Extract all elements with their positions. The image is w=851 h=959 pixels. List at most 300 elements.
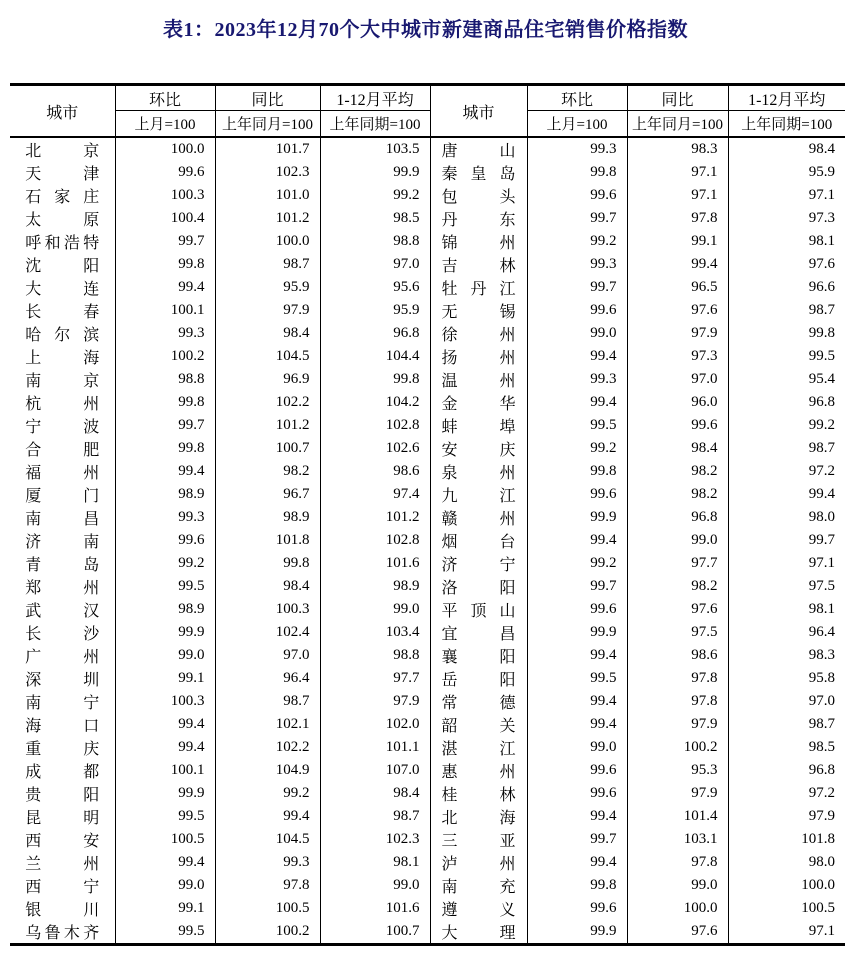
yoy-value-left: 101.8 — [215, 529, 320, 552]
yoy-value-right: 97.3 — [627, 345, 728, 368]
yoy-value-right: 97.6 — [627, 920, 728, 945]
yoy-value-left: 100.5 — [215, 897, 320, 920]
city-name-right: 北海 — [441, 810, 516, 827]
city-cell-right — [430, 207, 527, 230]
yoy-value-left: 98.2 — [215, 460, 320, 483]
table-row — [10, 552, 845, 575]
city-cell-right — [430, 529, 527, 552]
city-name-right: 遵义 — [441, 902, 516, 919]
city-name-right: 包头 — [441, 189, 516, 206]
avg-value-left: 97.7 — [320, 667, 430, 690]
city-cell-right — [430, 667, 527, 690]
table-row — [10, 161, 845, 184]
mom-value-left: 99.6 — [115, 161, 215, 184]
avg-value-left: 99.2 — [320, 184, 430, 207]
city-name-left: 天津 — [25, 166, 100, 183]
city-cell-right — [430, 759, 527, 782]
city-name-right: 济宁 — [441, 557, 516, 574]
yoy-value-right: 99.0 — [627, 529, 728, 552]
mom-value-left: 100.1 — [115, 299, 215, 322]
city-name-left: 长春 — [25, 304, 100, 321]
city-cell-right — [430, 713, 527, 736]
mom-value-left: 99.8 — [115, 437, 215, 460]
mom-value-left: 100.3 — [115, 184, 215, 207]
mom-value-left: 100.2 — [115, 345, 215, 368]
table-row — [10, 391, 845, 414]
table-row — [10, 897, 845, 920]
city-cell-left — [10, 759, 115, 782]
yoy-value-right: 100.2 — [627, 736, 728, 759]
mom-value-right: 99.3 — [527, 368, 627, 391]
avg-value-left: 102.8 — [320, 414, 430, 437]
mom-value-right: 99.3 — [527, 137, 627, 161]
city-name-left: 长沙 — [25, 626, 100, 643]
yoy-value-left: 98.4 — [215, 322, 320, 345]
city-cell-left — [10, 644, 115, 667]
city-name-left: 兰州 — [25, 856, 100, 873]
city-name-left: 成都 — [25, 764, 100, 781]
avg-value-right: 99.4 — [728, 483, 845, 506]
mom-value-left: 99.4 — [115, 736, 215, 759]
mom-value-right: 99.8 — [527, 460, 627, 483]
city-cell-right — [430, 736, 527, 759]
yoy-value-right: 98.6 — [627, 644, 728, 667]
city-cell-right — [430, 230, 527, 253]
yoy-value-left: 100.2 — [215, 920, 320, 945]
city-name-right: 温州 — [441, 373, 516, 390]
yoy-value-left: 101.7 — [215, 137, 320, 161]
table-row — [10, 253, 845, 276]
yoy-value-right: 98.3 — [627, 137, 728, 161]
city-cell-left — [10, 621, 115, 644]
avg-value-right: 97.1 — [728, 184, 845, 207]
table-row — [10, 137, 845, 161]
avg-value-left: 98.8 — [320, 230, 430, 253]
city-name-right: 烟台 — [441, 534, 516, 551]
yoy-value-left: 99.2 — [215, 782, 320, 805]
mom-value-right: 99.2 — [527, 230, 627, 253]
yoy-value-right: 97.6 — [627, 598, 728, 621]
avg-value-left: 97.0 — [320, 253, 430, 276]
avg-value-right: 99.5 — [728, 345, 845, 368]
city-cell-right — [430, 299, 527, 322]
city-name-left: 哈尔滨 — [25, 327, 100, 344]
city-cell-right — [430, 460, 527, 483]
mom-value-right: 99.7 — [527, 276, 627, 299]
city-name-left: 青岛 — [25, 557, 100, 574]
mom-value-right: 99.4 — [527, 345, 627, 368]
mom-value-right: 99.5 — [527, 414, 627, 437]
mom-value-right: 99.4 — [527, 690, 627, 713]
city-cell-right — [430, 368, 527, 391]
city-name-right: 大理 — [441, 925, 516, 942]
table-row — [10, 598, 845, 621]
city-cell-left — [10, 598, 115, 621]
avg-value-right: 99.7 — [728, 529, 845, 552]
city-name-left: 南京 — [25, 373, 100, 390]
yoy-value-right: 99.6 — [627, 414, 728, 437]
avg-value-left: 101.6 — [320, 552, 430, 575]
city-name-right: 蚌埠 — [441, 419, 516, 436]
yoy-value-left: 102.4 — [215, 621, 320, 644]
city-cell-right — [430, 897, 527, 920]
city-cell-left — [10, 805, 115, 828]
header-yoy-right: 同比 — [627, 85, 728, 111]
city-cell-left — [10, 575, 115, 598]
city-cell-left — [10, 828, 115, 851]
mom-value-right: 99.8 — [527, 161, 627, 184]
avg-value-right: 98.1 — [728, 230, 845, 253]
city-cell-right — [430, 506, 527, 529]
avg-value-left: 102.8 — [320, 529, 430, 552]
city-name-left: 合肥 — [25, 442, 100, 459]
city-cell-left — [10, 529, 115, 552]
mom-value-left: 99.7 — [115, 230, 215, 253]
table-row — [10, 207, 845, 230]
mom-value-right: 99.9 — [527, 920, 627, 945]
mom-value-right: 99.4 — [527, 644, 627, 667]
yoy-value-right: 97.8 — [627, 207, 728, 230]
yoy-value-right: 103.1 — [627, 828, 728, 851]
avg-value-right: 98.5 — [728, 736, 845, 759]
mom-value-right: 99.8 — [527, 874, 627, 897]
table-row — [10, 621, 845, 644]
city-name-left: 贵阳 — [25, 787, 100, 804]
city-cell-right — [430, 782, 527, 805]
city-cell-right — [430, 805, 527, 828]
yoy-value-left: 100.3 — [215, 598, 320, 621]
city-name-right: 锦州 — [441, 235, 516, 252]
avg-value-left: 99.9 — [320, 161, 430, 184]
yoy-value-right: 97.6 — [627, 299, 728, 322]
city-cell-left — [10, 851, 115, 874]
table-row — [10, 368, 845, 391]
city-name-left: 太原 — [25, 212, 100, 229]
mom-value-left: 99.9 — [115, 782, 215, 805]
city-name-right: 平顶山 — [441, 603, 516, 620]
mom-value-left: 99.3 — [115, 322, 215, 345]
yoy-value-left: 99.8 — [215, 552, 320, 575]
avg-value-right: 100.5 — [728, 897, 845, 920]
yoy-value-right: 97.8 — [627, 851, 728, 874]
avg-value-right: 97.2 — [728, 460, 845, 483]
avg-value-left: 98.1 — [320, 851, 430, 874]
city-cell-right — [430, 621, 527, 644]
city-name-right: 常德 — [441, 695, 516, 712]
city-cell-right — [430, 920, 527, 945]
yoy-value-left: 102.3 — [215, 161, 320, 184]
yoy-value-right: 97.9 — [627, 322, 728, 345]
avg-value-left: 98.5 — [320, 207, 430, 230]
mom-value-right: 99.4 — [527, 713, 627, 736]
avg-value-left: 101.6 — [320, 897, 430, 920]
city-name-left: 北京 — [25, 143, 100, 160]
mom-value-right: 99.9 — [527, 506, 627, 529]
avg-value-left: 97.9 — [320, 690, 430, 713]
avg-value-left: 98.9 — [320, 575, 430, 598]
yoy-value-right: 97.8 — [627, 667, 728, 690]
table-row — [10, 782, 845, 805]
yoy-value-right: 100.0 — [627, 897, 728, 920]
yoy-value-left: 97.0 — [215, 644, 320, 667]
subheader-yoy-base-right: 上年同月=100 — [627, 111, 728, 138]
city-name-left: 银川 — [25, 902, 100, 919]
city-name-right: 金华 — [441, 396, 516, 413]
mom-value-left: 99.8 — [115, 391, 215, 414]
avg-value-right: 100.0 — [728, 874, 845, 897]
mom-value-right: 99.6 — [527, 299, 627, 322]
table-row — [10, 506, 845, 529]
city-name-left: 西宁 — [25, 879, 100, 896]
yoy-value-left: 96.7 — [215, 483, 320, 506]
city-name-left: 西安 — [25, 833, 100, 850]
city-cell-right — [430, 345, 527, 368]
yoy-value-right: 101.4 — [627, 805, 728, 828]
yoy-value-left: 97.9 — [215, 299, 320, 322]
mom-value-left: 100.1 — [115, 759, 215, 782]
city-name-left: 济南 — [25, 534, 100, 551]
city-name-right: 岳阳 — [441, 672, 516, 689]
city-cell-left — [10, 713, 115, 736]
city-cell-left — [10, 184, 115, 207]
city-cell-right — [430, 644, 527, 667]
subheader-yoy-base-left: 上年同月=100 — [215, 111, 320, 138]
avg-value-left: 100.7 — [320, 920, 430, 945]
city-cell-right — [430, 391, 527, 414]
avg-value-left: 102.6 — [320, 437, 430, 460]
mom-value-right: 99.4 — [527, 851, 627, 874]
table-row — [10, 414, 845, 437]
city-cell-left — [10, 230, 115, 253]
table-body — [10, 137, 845, 945]
yoy-value-right: 97.0 — [627, 368, 728, 391]
avg-value-right: 98.3 — [728, 644, 845, 667]
avg-value-right: 98.1 — [728, 598, 845, 621]
avg-value-right: 97.3 — [728, 207, 845, 230]
city-cell-left — [10, 345, 115, 368]
city-name-left: 深圳 — [25, 672, 100, 689]
city-cell-left — [10, 460, 115, 483]
mom-value-left: 100.3 — [115, 690, 215, 713]
avg-value-left: 101.2 — [320, 506, 430, 529]
avg-value-right: 95.9 — [728, 161, 845, 184]
yoy-value-left: 104.5 — [215, 828, 320, 851]
yoy-value-right: 97.7 — [627, 552, 728, 575]
city-name-left: 南昌 — [25, 511, 100, 528]
city-name-right: 扬州 — [441, 350, 516, 367]
mom-value-right: 99.6 — [527, 598, 627, 621]
city-cell-left — [10, 207, 115, 230]
city-name-right: 无锡 — [441, 304, 516, 321]
mom-value-left: 99.4 — [115, 460, 215, 483]
yoy-value-right: 98.2 — [627, 575, 728, 598]
city-cell-right — [430, 322, 527, 345]
avg-value-right: 99.2 — [728, 414, 845, 437]
city-cell-left — [10, 874, 115, 897]
avg-value-right: 95.4 — [728, 368, 845, 391]
yoy-value-right: 99.4 — [627, 253, 728, 276]
table-row — [10, 736, 845, 759]
city-cell-left — [10, 506, 115, 529]
avg-value-right: 96.8 — [728, 391, 845, 414]
mom-value-right: 99.4 — [527, 391, 627, 414]
city-name-right: 唐山 — [441, 143, 516, 160]
mom-value-right: 99.6 — [527, 897, 627, 920]
city-cell-right — [430, 161, 527, 184]
table-row — [10, 920, 845, 945]
city-cell-left — [10, 437, 115, 460]
table-row — [10, 322, 845, 345]
avg-value-right: 101.8 — [728, 828, 845, 851]
city-cell-right — [430, 184, 527, 207]
price-index-table — [10, 83, 845, 946]
avg-value-left: 95.6 — [320, 276, 430, 299]
city-cell-right — [430, 414, 527, 437]
city-name-left: 广州 — [25, 649, 100, 666]
mom-value-left: 99.4 — [115, 276, 215, 299]
city-cell-right — [430, 851, 527, 874]
city-cell-left — [10, 690, 115, 713]
subheader-avg-base-right: 上年同期=100 — [728, 111, 845, 138]
yoy-value-left: 101.2 — [215, 207, 320, 230]
table-row — [10, 690, 845, 713]
city-name-right: 三亚 — [441, 833, 516, 850]
avg-value-left: 101.1 — [320, 736, 430, 759]
city-name-left: 石家庄 — [25, 189, 100, 206]
mom-value-right: 99.4 — [527, 805, 627, 828]
mom-value-left: 99.1 — [115, 667, 215, 690]
avg-value-left: 98.8 — [320, 644, 430, 667]
city-cell-left — [10, 736, 115, 759]
yoy-value-left: 98.9 — [215, 506, 320, 529]
table-row — [10, 345, 845, 368]
city-name-left: 福州 — [25, 465, 100, 482]
city-cell-left — [10, 667, 115, 690]
mom-value-left: 99.5 — [115, 920, 215, 945]
city-name-right: 洛阳 — [441, 580, 516, 597]
avg-value-left: 95.9 — [320, 299, 430, 322]
mom-value-right: 99.2 — [527, 552, 627, 575]
city-name-right: 泉州 — [441, 465, 516, 482]
mom-value-left: 99.0 — [115, 874, 215, 897]
avg-value-right: 96.8 — [728, 759, 845, 782]
avg-value-right: 95.8 — [728, 667, 845, 690]
mom-value-right: 99.9 — [527, 621, 627, 644]
yoy-value-right: 97.5 — [627, 621, 728, 644]
city-cell-left — [10, 299, 115, 322]
city-cell-right — [430, 598, 527, 621]
mom-value-right: 99.3 — [527, 253, 627, 276]
mom-value-left: 98.8 — [115, 368, 215, 391]
yoy-value-left: 100.0 — [215, 230, 320, 253]
yoy-value-left: 102.1 — [215, 713, 320, 736]
city-name-left: 大连 — [25, 281, 100, 298]
table-row — [10, 483, 845, 506]
mom-value-right: 99.7 — [527, 575, 627, 598]
avg-value-left: 97.4 — [320, 483, 430, 506]
avg-value-left: 103.4 — [320, 621, 430, 644]
avg-value-right: 97.0 — [728, 690, 845, 713]
yoy-value-right: 95.3 — [627, 759, 728, 782]
mom-value-left: 98.9 — [115, 598, 215, 621]
mom-value-left: 99.1 — [115, 897, 215, 920]
mom-value-left: 99.0 — [115, 644, 215, 667]
table-row — [10, 460, 845, 483]
city-cell-right — [430, 874, 527, 897]
city-name-left: 郑州 — [25, 580, 100, 597]
city-name-right: 襄阳 — [441, 649, 516, 666]
city-cell-left — [10, 391, 115, 414]
city-name-left: 呼和浩特 — [25, 235, 100, 252]
mom-value-left: 99.4 — [115, 851, 215, 874]
mom-value-right: 99.6 — [527, 782, 627, 805]
avg-value-left: 99.0 — [320, 874, 430, 897]
city-cell-right — [430, 575, 527, 598]
city-name-left: 南宁 — [25, 695, 100, 712]
city-name-left: 海口 — [25, 718, 100, 735]
avg-value-right: 98.0 — [728, 506, 845, 529]
header-mom-left: 环比 — [115, 85, 215, 111]
city-cell-left — [10, 276, 115, 299]
table-row — [10, 828, 845, 851]
city-cell-right — [430, 437, 527, 460]
table-row — [10, 575, 845, 598]
avg-value-right: 97.5 — [728, 575, 845, 598]
yoy-value-left: 98.4 — [215, 575, 320, 598]
yoy-value-right: 98.4 — [627, 437, 728, 460]
yoy-value-right: 97.9 — [627, 713, 728, 736]
mom-value-left: 99.9 — [115, 621, 215, 644]
mom-value-right: 99.7 — [527, 828, 627, 851]
city-cell-right — [430, 137, 527, 161]
avg-value-right: 97.6 — [728, 253, 845, 276]
table-row — [10, 230, 845, 253]
mom-value-right: 99.4 — [527, 529, 627, 552]
avg-value-right: 98.0 — [728, 851, 845, 874]
table-row — [10, 437, 845, 460]
avg-value-left: 98.6 — [320, 460, 430, 483]
yoy-value-left: 102.2 — [215, 736, 320, 759]
city-name-left: 乌鲁木齐 — [25, 925, 100, 942]
city-cell-left — [10, 253, 115, 276]
city-name-left: 杭州 — [25, 396, 100, 413]
yoy-value-right: 97.1 — [627, 161, 728, 184]
yoy-value-left: 99.4 — [215, 805, 320, 828]
yoy-value-left: 96.4 — [215, 667, 320, 690]
city-cell-right — [430, 276, 527, 299]
mom-value-right: 99.5 — [527, 667, 627, 690]
city-cell-left — [10, 161, 115, 184]
city-name-right: 安庆 — [441, 442, 516, 459]
city-name-right: 牡丹江 — [441, 281, 516, 298]
mom-value-right: 99.0 — [527, 736, 627, 759]
city-cell-right — [430, 828, 527, 851]
avg-value-left: 102.0 — [320, 713, 430, 736]
avg-value-left: 104.4 — [320, 345, 430, 368]
yoy-value-right: 98.2 — [627, 460, 728, 483]
city-name-right: 韶关 — [441, 718, 516, 735]
city-name-right: 秦皇岛 — [441, 166, 516, 183]
city-cell-left — [10, 414, 115, 437]
avg-value-left: 104.2 — [320, 391, 430, 414]
mom-value-right: 99.7 — [527, 207, 627, 230]
city-cell-left — [10, 782, 115, 805]
yoy-value-left: 104.5 — [215, 345, 320, 368]
city-name-left: 沈阳 — [25, 258, 100, 275]
city-name-right: 赣州 — [441, 511, 516, 528]
mom-value-left: 99.7 — [115, 414, 215, 437]
mom-value-right: 99.0 — [527, 322, 627, 345]
